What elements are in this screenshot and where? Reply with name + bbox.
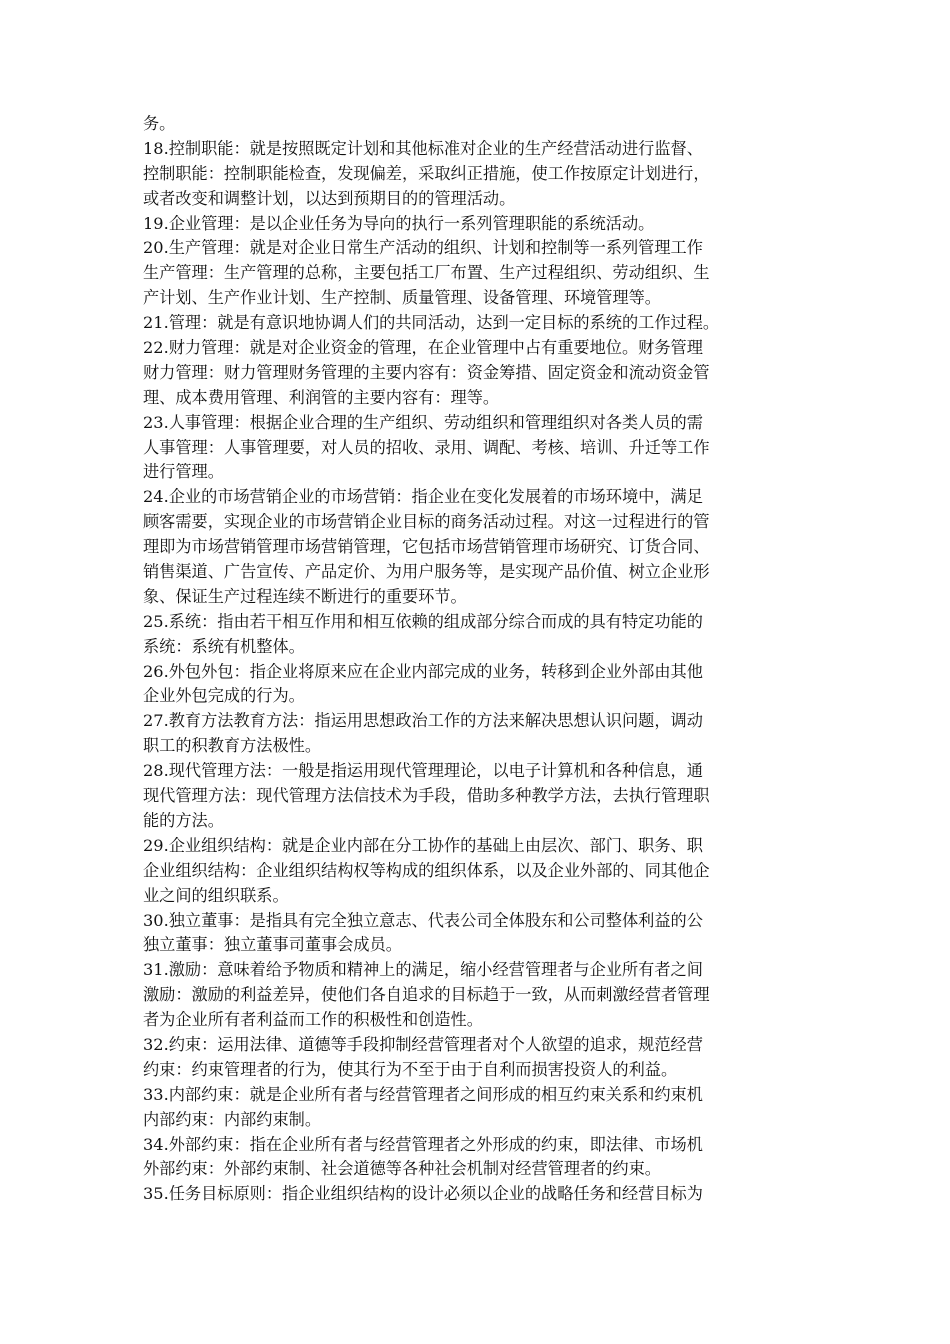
text-line: 理即为市场营销管理市场营销管理，它包括市场营销管理市场研究、订货合同、: [143, 537, 710, 557]
text-line: 26.外包外包：指企业将原来应在企业内部完成的业务，转移到企业外部由其他: [143, 661, 703, 681]
text-line: 18.控制职能：就是按照既定计划和其他标准对企业的生产经营活动进行监督、: [143, 138, 703, 158]
text-line: 系统：系统有机整体。: [143, 636, 305, 656]
text-line: 24.企业的市场营销企业的市场营销：指企业在变化发展着的市场环境中，满足: [143, 487, 703, 507]
text-line: 33.内部约束：就是企业所有者与经营管理者之间形成的相互约束关系和约束机: [143, 1084, 703, 1104]
text-line: 顾客需要，实现企业的市场营销企业目标的商务活动过程。对这一过程进行的管: [143, 512, 710, 532]
text-line: 30.独立董事：是指具有完全独立意志、代表公司全体股东和公司整体利益的公: [143, 910, 703, 930]
text-line: 约束：约束管理者的行为，使其行为不至于由于自利而损害投资人的利益。: [143, 1059, 678, 1079]
text-line: 31.激励：意味着给予物质和精神上的满足，缩小经营管理者与企业所有者之间: [143, 960, 703, 980]
text-line: 企业外包完成的行为。: [143, 686, 305, 706]
text-line: 20.生产管理：就是对企业日常生产活动的组织、计划和控制等一系列管理工作: [143, 238, 703, 258]
text-line: 27.教育方法教育方法：指运用思想政治工作的方法来解决思想认识问题，调动: [143, 711, 703, 731]
text-line: 能的方法。: [143, 810, 224, 830]
text-line: 独立董事：独立董事司董事会成员。: [143, 935, 402, 955]
text-line: 25.系统：指由若干相互作用和相互依赖的组成部分综合而成的具有特定功能的: [143, 611, 703, 631]
text-line: 激励：激励的利益差异，使他们各自追求的目标趋于一致，从而刺激经营者管理: [143, 985, 710, 1005]
text-line: 或者改变和调整计划，以达到预期目的的管理活动。: [143, 188, 516, 208]
document-body: [143, 112, 813, 1207]
text-line: 34.外部约束：指在企业所有者与经营管理者之外形成的约束，即法律、市场机: [143, 1134, 703, 1154]
text-line: 财力管理：财力管理财务管理的主要内容有：资金筹措、固定资金和流动资金管: [143, 362, 710, 382]
text-line: 32.约束：运用法律、道德等手段抑制经营管理者对个人欲望的追求，规范经营: [143, 1034, 703, 1054]
text-line: 现代管理方法：现代管理方法信技术为手段，借助多种教学方法，去执行管理职: [143, 786, 710, 806]
text-line: 29.企业组织结构：就是企业内部在分工协作的基础上由层次、部门、职务、职: [143, 835, 703, 855]
text-line: 生产管理：生产管理的总称，主要包括工厂布置、生产过程组织、劳动组织、生: [143, 263, 710, 283]
text-line: 象、保证生产过程连续不断进行的重要环节。: [143, 586, 467, 606]
text-line: 23.人事管理：根据企业合理的生产组织、劳动组织和管理组织对各类人员的需: [143, 412, 703, 432]
text-line: 业之间的组织联系。: [143, 885, 289, 905]
text-line: 者为企业所有者利益而工作的积极性和创造性。: [143, 1010, 483, 1030]
text-line: 理、成本费用管理、利润管的主要内容有：理等。: [143, 387, 500, 407]
text-line: 企业组织结构：企业组织结构权等构成的组织体系，以及企业外部的、同其他企: [143, 860, 710, 880]
text-line: 21.管理：就是有意识地协调人们的共同活动，达到一定目标的系统的工作过程。: [143, 313, 720, 333]
text-line: 职工的积教育方法极性。: [143, 736, 322, 756]
text-line: 35.任务目标原则：指企业组织结构的设计必须以企业的战略任务和经营目标为: [143, 1184, 703, 1204]
text-line: 务。: [143, 114, 176, 133]
text-line: 人事管理：人事管理要，对人员的招收、录用、调配、考核、培训、升迁等工作: [143, 437, 710, 457]
text-line: 19.企业管理：是以企业任务为导向的执行一系列管理职能的系统活动。: [143, 213, 655, 233]
text-line: 产计划、生产作业计划、生产控制、质量管理、设备管理、环境管理等。: [143, 288, 661, 308]
text-line: 外部约束：外部约束制、社会道德等各种社会机制对经营管理者的约束。: [143, 1159, 661, 1179]
text-line: 28.现代管理方法：一般是指运用现代管理理论，以电子计算机和各种信息，通: [143, 761, 703, 781]
text-line: 内部约束：内部约束制。: [143, 1109, 322, 1129]
text-line: 控制职能：控制职能检查，发现偏差，采取纠正措施，使工作按原定计划进行，: [143, 163, 710, 183]
text-line: 进行管理。: [143, 462, 224, 482]
text-line: 22.财力管理：就是对企业资金的管理，在企业管理中占有重要地位。财务管理: [143, 338, 703, 358]
text-line: 销售渠道、广告宣传、产品定价、为用户服务等，是实现产品价值、树立企业形: [143, 562, 710, 582]
